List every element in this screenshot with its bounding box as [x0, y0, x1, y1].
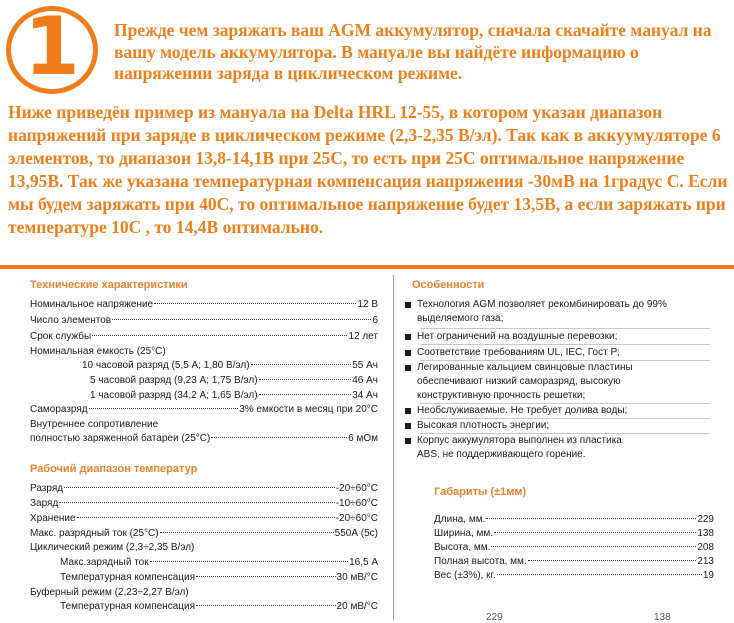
temp-row: Температурная компенсация 30 мВ/°С	[60, 572, 378, 583]
spec-row: 1 часовой разряд (34,2 А; 1,65 В/эл) 34 Ач	[90, 390, 378, 401]
step-number: 1	[24, 0, 80, 93]
temp-row: Хранение -20÷60°С	[30, 513, 378, 524]
features-title: Особенности	[412, 279, 485, 291]
cutoff-label: 229	[486, 612, 503, 623]
dimension-row: Полная высота, мм. 213	[434, 556, 714, 567]
column-divider	[393, 275, 394, 620]
cyclic-mode-title: Циклический режим (2,3÷2,35 В/эл)	[30, 542, 195, 553]
temp-row: Температурная компенсация 20 мВ/°С	[60, 601, 378, 612]
bullet-icon	[405, 334, 411, 340]
cutoff-label: 138	[654, 612, 671, 623]
feature-item: Высокая плотность энергии;	[405, 419, 705, 433]
dimensions-title: Габариты (±1мм)	[434, 486, 527, 498]
temp-row: Макс.зарядный ток 16,5 А	[60, 557, 378, 568]
feature-item: Соответствие требованиям UL, IEC, Гост Р;	[405, 346, 705, 360]
temp-range-title: Рабочий диапазон температур	[30, 463, 198, 475]
bullet-icon	[405, 350, 411, 356]
orange-divider	[0, 265, 734, 269]
buffer-mode-title: Буферный режим (2,23÷2,27 В/эл)	[30, 587, 189, 598]
capacity-title: Номинальная емкость (25°С)	[30, 346, 166, 357]
bullet-icon	[405, 438, 411, 444]
dimension-row: Длина, мм. 229	[434, 514, 714, 525]
feature-item: Необслуживаемые. Не требует долива воды;	[405, 404, 705, 418]
intro-paragraph-1: Прежде чем заряжать ваш AGM аккумулятор, сначала скачайте мануал на вашу модель аккумулятора. В мануале вы найдёте информацию о напряжении заряда в циклическом режиме.	[114, 20, 712, 83]
spec-row: Саморазряд 3% емкости в месяц при 20°С	[30, 404, 378, 415]
spec-row: Срок службы 12 лет	[30, 331, 378, 342]
feature-item: Легированные кальцием свинцовые пластины обеспечивают низкий саморазряд, высокую конструктивную прочность решетки;	[405, 361, 705, 403]
dimension-row: Высота, мм. 208	[434, 542, 714, 553]
dimension-row: Вес (±3%), кг. 19	[434, 570, 714, 581]
specs-title: Технические характеристики	[30, 279, 188, 291]
step-number-badge	[6, 0, 98, 94]
spec-row: 10 часовой разряд (5,5 А; 1,80 В/эл) 55 Ач	[82, 360, 378, 371]
bullet-icon	[405, 302, 411, 308]
temp-row: Разряд -20÷60°С	[30, 483, 378, 494]
bullet-icon	[405, 423, 411, 429]
feature-item: Технология AGM позволяет рекомбинировать до 99% выделяемого газа;	[405, 298, 705, 326]
feature-divider	[420, 328, 710, 329]
spec-row: 5 часовой разряд (9,23 А; 1,75 В/эл) 46 Ач	[90, 375, 378, 386]
feature-item: Корпус аккумулятора выполнен из пластика ABS, не поддерживающего горение.	[405, 434, 705, 462]
dimension-row: Ширина, мм. 138	[434, 528, 714, 539]
temp-row: Заряд -10÷60°С	[30, 498, 378, 509]
spec-row: Число элементов 6	[30, 315, 378, 326]
bullet-icon	[405, 408, 411, 414]
spec-row: полностью заряженной батареи (25°С) 6 мОм	[30, 433, 378, 444]
temp-row: Макс. разрядный ток (25°С) 550А (5с)	[30, 528, 378, 539]
spec-row: Номинальное напряжение 12 В	[30, 299, 378, 310]
feature-item: Нет ограничений на воздушные перевозки;	[405, 330, 705, 344]
feature-divider	[420, 344, 710, 345]
intro-paragraph-2: Ниже приведён пример из мануала на Delta HRL 12-55, в котором указан диапазон напряжений при заряде в циклическом режиме (2,3-2,35 В/эл). Так как в аккуумуляторе 6 элементов, то диапазон 13,8-14,1В при 25С, то есть при 25С оптимальное напряжение 13,95В. Так же указана температурная компенсация напряжения -30мВ на 1градус С. Если мы будем заряжать при 40С, то оптимальное напряжение будет 13,5В, а если заряжать при температуре 10С , то 14,4В оптимально.	[8, 102, 728, 237]
internal-resistance-label: Внутреннее сопротивление	[30, 419, 159, 430]
bullet-icon	[405, 365, 411, 371]
